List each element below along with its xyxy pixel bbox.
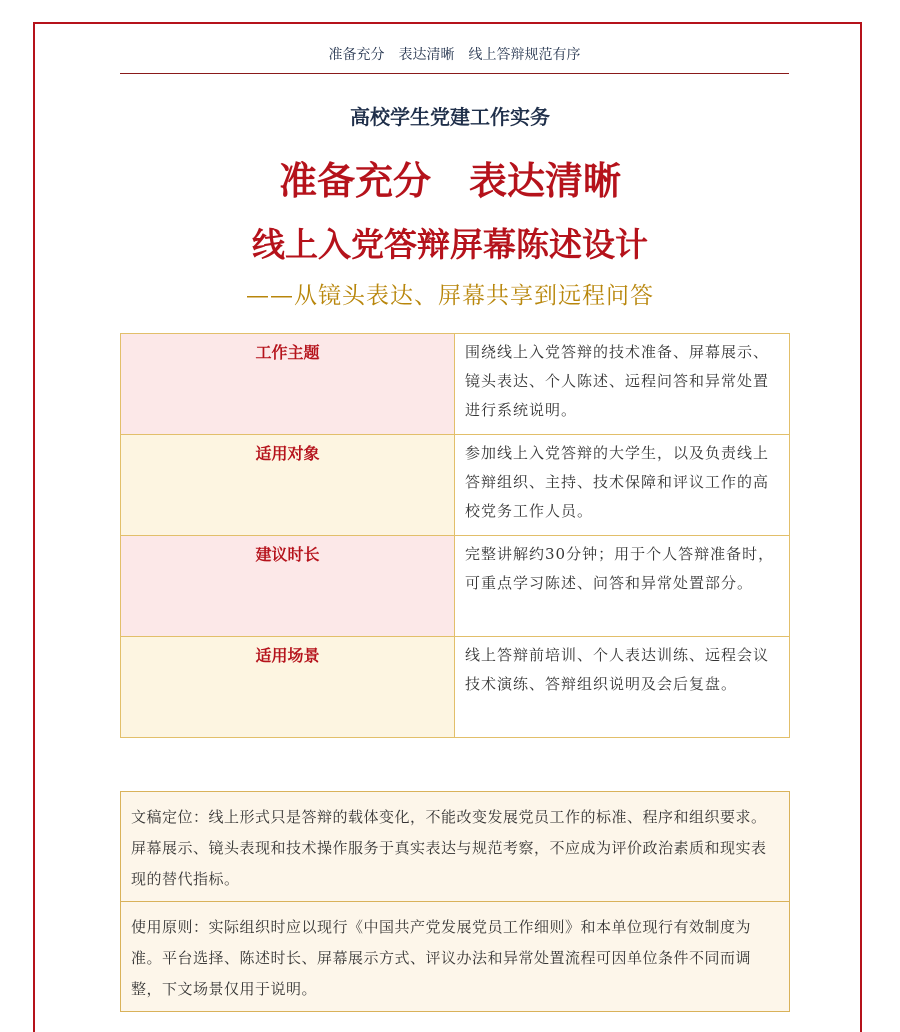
row-label: 适用场景 (121, 637, 455, 738)
row-value: 完整讲解约30分钟；用于个人答辩准备时，可重点学习陈述、问答和异常处置部分。 (455, 536, 790, 637)
main-title-line-2: 线上入党答辩屏幕陈述设计 (252, 225, 648, 264)
row-label: 建议时长 (121, 536, 455, 637)
header-divider (120, 73, 789, 74)
running-header: 准备充分 表达清晰 线上答辩规范有序 (328, 47, 581, 63)
row-label: 适用对象 (121, 435, 455, 536)
table-row (121, 334, 790, 435)
row-value: 围绕线上入党答辩的技术准备、屏幕展示、镜头表达、个人陈述、远程问答和异常处置进行系统说明。 (455, 334, 790, 435)
subtitle: ——从镜头表达、屏幕共享到远程问答 (246, 283, 654, 309)
note-usage-principles: 使用原则：实际组织时应以现行《中国共产党发展党员工作细则》和本单位现行有效制度为准。平台选择、陈述时长、屏幕展示方式、评议办法和异常处置流程可因单位条件不同而调整，下文场景仅用于说明。 (121, 901, 789, 1011)
notes-box (120, 791, 790, 1012)
row-value: 线上答辩前培训、个人表达训练、远程会议技术演练、答辩组织说明及会后复盘。 (455, 637, 790, 738)
note-positioning: 文稿定位：线上形式只是答辩的载体变化，不能改变发展党员工作的标准、程序和组织要求。屏幕展示、镜头表现和技术操作服务于真实表达与规范考察，不应成为评价政治素质和现实表现的替代指标。 (131, 808, 767, 888)
table-row (121, 435, 790, 536)
info-table (120, 333, 790, 738)
series-title: 高校学生党建工作实务 (350, 105, 550, 129)
main-title: 准备充分 表达清晰 (278, 159, 621, 203)
table-row (121, 536, 790, 637)
table-row (121, 637, 790, 738)
row-value: 参加线上入党答辩的大学生，以及负责线上答辩组织、主持、技术保障和评议工作的高校党务工作人员。 (455, 435, 790, 536)
row-label: 工作主题 (121, 334, 455, 435)
